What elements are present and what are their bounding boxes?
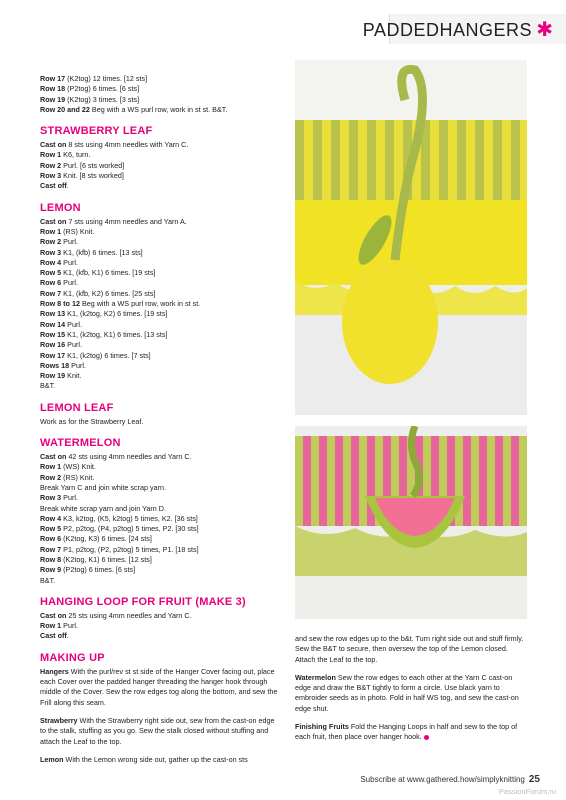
row-text: K6, turn. <box>61 150 91 160</box>
star-icon: ✱ <box>536 19 553 41</box>
row-text: 8 sts using 4mm needles with Yarn C. <box>66 140 189 150</box>
section-heading: WATERMELON <box>40 437 121 450</box>
row-label: Row 16 <box>40 340 66 350</box>
row-label: Row 5 <box>40 524 62 534</box>
row-text: Beg with a WS purl row, work in st st. B&T. <box>89 104 228 114</box>
section-heading: MAKING UP <box>40 651 105 664</box>
row-label: Cast on <box>40 216 67 226</box>
pattern-row <box>40 299 280 309</box>
row-label: Row 15 <box>40 329 66 339</box>
row-text: (RS) Knit. <box>61 226 95 236</box>
row-label: Cast on <box>40 452 67 462</box>
row-label: Row 6 <box>40 534 62 544</box>
row-label: Row 8 to 12 <box>40 299 80 309</box>
row-label: Row 18 <box>40 84 66 94</box>
pattern-column-left <box>40 74 280 773</box>
pattern-row <box>40 309 280 319</box>
pattern-row <box>40 351 280 361</box>
pattern-row <box>40 381 280 391</box>
row-text: . <box>66 181 69 191</box>
row-text: B&T. <box>40 575 56 585</box>
pattern-row <box>40 340 280 350</box>
row-label: Hangers <box>40 666 69 676</box>
pattern-row <box>40 534 280 544</box>
row-label: Row 1 <box>40 226 62 236</box>
watermark: PassionForum.ru <box>498 787 556 796</box>
row-label: Cast on <box>40 610 67 620</box>
row-label: Row 3 <box>40 247 62 257</box>
row-label: Row 6 <box>40 278 62 288</box>
pattern-row <box>40 565 280 575</box>
row-label: Finishing Fruits <box>295 722 349 732</box>
section-heading: LEMON <box>40 201 81 214</box>
row-text: Purl. <box>61 237 78 247</box>
pattern-row <box>40 268 280 278</box>
row-label: Row 19 <box>40 371 66 381</box>
paragraph <box>295 634 527 665</box>
pattern-row <box>40 631 280 641</box>
pattern-row <box>40 555 280 565</box>
pattern-row <box>40 514 280 524</box>
pattern-row: Work as for the Strawberry Leaf. <box>40 416 144 426</box>
row-text: (RS) Knit. <box>61 472 95 482</box>
row-text: B&T. <box>40 381 56 391</box>
row-text: P1, p2tog, (P2, p2tog) 5 times, P1. [18 sts] <box>61 544 199 554</box>
row-label: Row 4 <box>40 257 62 267</box>
row-text: K3, k2tog, (K5, k2tog) 5 times, K2. [36 sts] <box>61 513 198 523</box>
end-mark-icon <box>424 735 429 740</box>
paragraph <box>295 722 527 743</box>
pattern-row <box>40 493 280 503</box>
pattern-row <box>40 371 280 381</box>
row-text: Purl. <box>65 319 82 329</box>
paragraph <box>40 667 280 708</box>
pattern-row <box>40 330 280 340</box>
row-label: Row 13 <box>40 309 66 319</box>
row-label: Cast off <box>40 631 67 641</box>
lemon-hanger-photo <box>295 60 527 415</box>
pattern-row <box>40 320 280 330</box>
pattern-row <box>40 258 280 268</box>
row-label: Row 2 <box>40 237 62 247</box>
pattern-row <box>40 545 280 555</box>
section-header <box>0 14 566 44</box>
paragraph <box>295 673 527 714</box>
row-text: With the Lemon wrong side out, gather up the cast-on sts <box>63 754 248 764</box>
watermelon-hanger-photo <box>295 426 527 619</box>
lemon-shape <box>342 260 438 384</box>
row-text: Purl. <box>61 493 78 503</box>
row-label: Lemon <box>40 754 64 764</box>
row-label: Rows 18 <box>40 360 70 370</box>
row-text: Knit. [8 sts worked] <box>61 171 124 181</box>
row-text: Sew the row edges to each other at the Yarn C cast-on edge and draw the B&T tightly to form a circle. Use black yarn to embroider seeds as in photo. Fold in half WS tog, and sew the cast-on edge shut. <box>295 672 519 713</box>
pattern-row <box>40 181 280 191</box>
row-label: Watermelon <box>295 672 336 682</box>
row-text: . <box>66 631 69 641</box>
row-text: P2, p2tog, (P4, p2tog) 5 times, P2. [30 sts] <box>61 524 199 534</box>
pattern-row <box>40 621 280 631</box>
row-text: (P2tog) 6 times. [6 sts] <box>65 84 140 94</box>
subscribe-link[interactable]: Subscribe at www.gathered.how/simplyknitting <box>360 775 525 784</box>
row-label: Strawberry <box>40 715 78 725</box>
row-text: With the purl/rev st st side of the Hanger Cover facing out, place each Cover over the padded hanger threading the hanger hook through middle of the Cover. Sew the row edges tog along the bottom, and sew the Frill along this seam. <box>40 666 278 707</box>
pattern-row <box>40 289 280 299</box>
row-text: With the Strawberry right side out, sew from the cast-on edge to the stalk, stuffing as you go. Sew the stalk closed without stuffing and attach the Leaf to the top. <box>40 715 275 746</box>
row-text: Beg with a WS purl row, work in st st. <box>79 299 201 309</box>
row-label: Row 9 <box>40 565 62 575</box>
pattern-row <box>40 452 280 462</box>
row-text: Purl. [6 sts worked] <box>61 160 125 170</box>
row-label: Row 4 <box>40 513 62 523</box>
pattern-row <box>40 248 280 258</box>
section-title: PADDEDHANGERS <box>362 20 532 40</box>
row-text: K1, (kfb, K2) 6 times. [25 sts] <box>61 288 156 298</box>
row-label: Row 2 <box>40 472 62 482</box>
row-text: Purl. <box>61 278 78 288</box>
section-heading: LEMON LEAF <box>40 401 114 414</box>
row-text: K1, (k2tog, K2) 6 times. [19 sts] <box>65 309 168 319</box>
row-text: Break white scrap yarn and join Yarn D. <box>40 503 166 513</box>
footer <box>360 774 540 785</box>
section-heading: HANGING LOOP FOR FRUIT (MAKE 3) <box>40 595 246 608</box>
row-label: Row 20 and 22 <box>40 104 90 114</box>
pattern-row <box>40 84 280 94</box>
row-label: Row 19 <box>40 94 66 104</box>
pattern-row <box>40 217 280 227</box>
row-label: Row 1 <box>40 462 62 472</box>
pattern-row <box>40 95 280 105</box>
row-label: Row 17 <box>40 74 66 83</box>
paragraph <box>40 755 280 765</box>
row-text: Purl. <box>61 257 78 267</box>
row-text: K1, (kfb) 6 times. [13 sts] <box>61 247 143 257</box>
row-text: Purl. <box>69 360 86 370</box>
row-label: Cast off <box>40 181 67 191</box>
pattern-row <box>40 161 280 171</box>
page-number: 25 <box>528 774 540 785</box>
row-text: (P2tog) 6 times. [6 sts] <box>61 565 136 575</box>
section-heading: STRAWBERRY LEAF <box>40 125 153 138</box>
pattern-row <box>40 74 280 84</box>
pattern-row <box>40 227 280 237</box>
row-text: Break Yarn C and join white scrap yarn. <box>40 482 166 492</box>
paragraph <box>40 716 280 747</box>
pattern-row <box>40 361 280 371</box>
row-label: Row 17 <box>40 350 66 360</box>
pattern-row <box>40 504 280 514</box>
row-label: Row 14 <box>40 319 66 329</box>
pattern-row <box>40 237 280 247</box>
row-text: (K2tog) 12 times. [12 sts] <box>65 74 148 83</box>
row-text: (K2tog, K1) 6 times. [12 sts] <box>61 554 152 564</box>
pattern-row <box>40 150 280 160</box>
row-label: Row 1 <box>40 150 62 160</box>
row-text: 25 sts using 4mm needles and Yarn C. <box>66 610 192 620</box>
pattern-row <box>40 171 280 181</box>
pattern-row <box>40 473 280 483</box>
row-text: K1, (k2tog, K1) 6 times. [13 sts] <box>65 329 168 339</box>
row-text: 7 sts using 4mm needles and Yarn A. <box>66 216 187 226</box>
row-label: Row 3 <box>40 171 62 181</box>
pattern-row <box>40 483 280 493</box>
row-text: K1, (k2tog) 6 times. [7 sts] <box>65 350 151 360</box>
row-label: Row 5 <box>40 268 62 278</box>
row-text: Knit. <box>65 371 82 381</box>
row-label: Row 8 <box>40 554 62 564</box>
row-text: Purl. <box>61 621 78 631</box>
row-label: Row 7 <box>40 288 62 298</box>
row-label: Row 3 <box>40 493 62 503</box>
pattern-row <box>40 611 280 621</box>
pattern-row <box>40 462 280 472</box>
row-text: (K2tog) 3 times. [3 sts] <box>65 94 140 104</box>
row-text: and sew the row edges up to the b&t. Turn right side out and stuff firmly. Sew the B&T to secure, then oversew the top of the Lemon closed. Attach the Leaf to the top. <box>295 634 524 664</box>
pattern-column-right <box>295 634 527 751</box>
pattern-row <box>40 105 280 115</box>
row-text: Purl. <box>65 340 82 350</box>
pattern-row <box>40 576 280 586</box>
row-text: Fold the Hanging Loops in half and sew to the top of each fruit, then place over hanger hook. <box>295 722 518 742</box>
row-text: (K2tog, K3) 6 times. [24 sts] <box>61 534 152 544</box>
pattern-row <box>40 140 280 150</box>
row-text: 42 sts using 4mm needles and Yarn C. <box>66 452 192 462</box>
row-label: Row 1 <box>40 621 62 631</box>
pattern-row <box>40 278 280 288</box>
row-label: Row 2 <box>40 160 62 170</box>
row-label: Row 7 <box>40 544 62 554</box>
row-text: (WS) Knit. <box>61 462 96 472</box>
pattern-row <box>40 524 280 534</box>
row-text: K1, (kfb, K1) 6 times. [19 sts] <box>61 268 156 278</box>
row-label: Cast on <box>40 140 67 150</box>
